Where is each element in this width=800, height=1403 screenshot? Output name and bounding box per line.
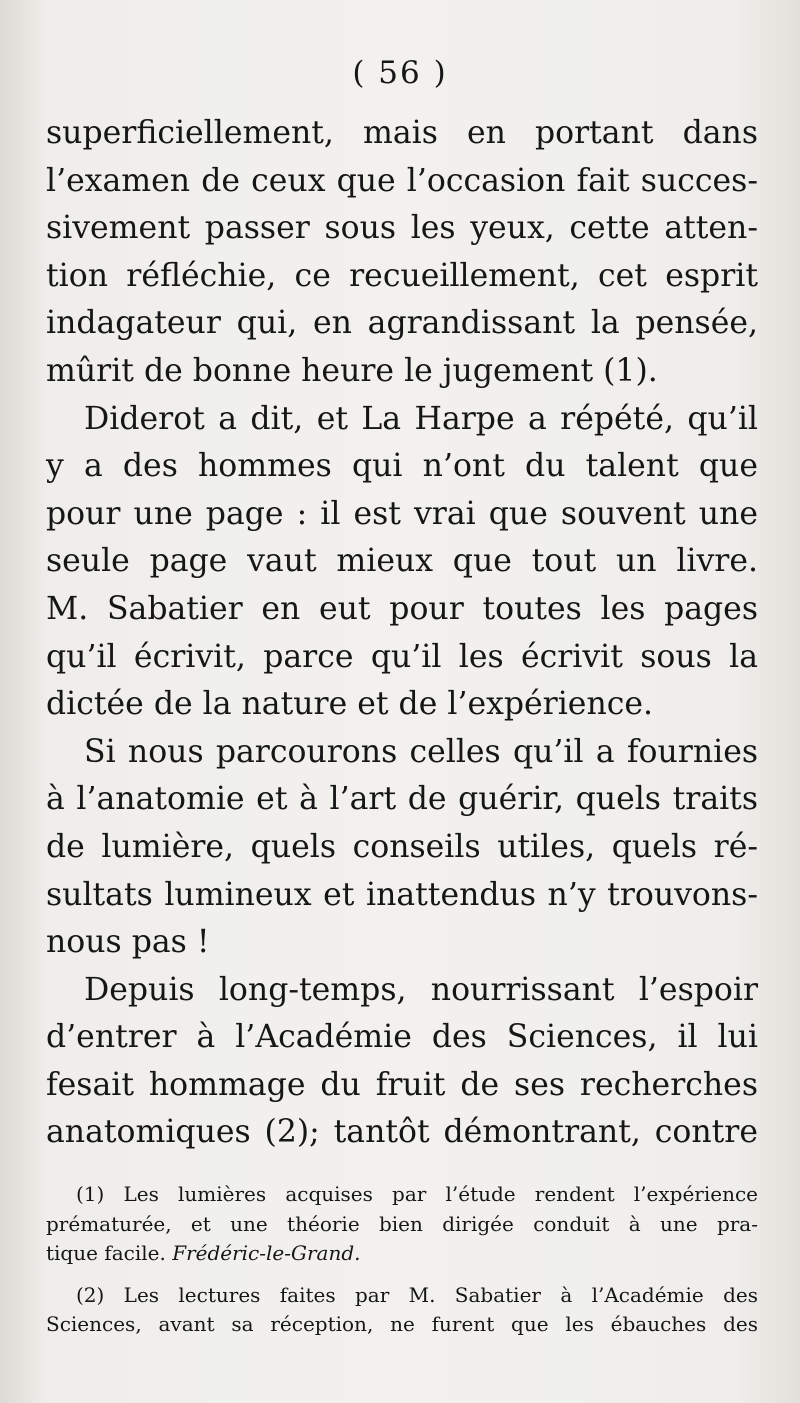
footnote-1-line: prématurée, et une théorie bien dirigée conduit à une pra- bbox=[46, 1211, 758, 1236]
footnote-2-line: (2) Les lectures faites par M. Sabatier à l’Académie des bbox=[76, 1282, 758, 1307]
text-line: Diderot a dit, et La Harpe a répété, qu’il bbox=[84, 400, 758, 437]
text-line: nous pas ! bbox=[46, 924, 210, 961]
text-line: d’entrer à l’Académie des Sciences, il lui bbox=[46, 1019, 758, 1056]
text-line: Si nous parcourons celles qu’il a fournies bbox=[84, 733, 758, 770]
footnote-1-attribution: Frédéric-le-Grand. bbox=[172, 1241, 361, 1265]
text-line: l’examen de ceux que l’occasion fait succes- bbox=[46, 162, 758, 199]
text-line: de lumière, quels conseils utiles, quels ré- bbox=[46, 828, 758, 865]
main-text bbox=[46, 110, 758, 1157]
footnotes bbox=[46, 1180, 758, 1340]
footnote-2-line: Sciences, avant sa réception, ne furent que les ébauches des bbox=[46, 1312, 758, 1336]
text-line: fesait hommage du fruit de ses recherches bbox=[46, 1066, 758, 1103]
text-line: sultats lumineux et inattendus n’y trouvons- bbox=[46, 876, 758, 913]
footnote-1-line: (1) Les lumières acquises par l’étude rendent l’expérience bbox=[76, 1182, 758, 1206]
text-line: anatomiques (2); tantôt démontrant, contre bbox=[46, 1114, 758, 1151]
text-line: indagateur qui, en agrandissant la pensée, bbox=[46, 305, 758, 342]
text-line: superficiellement, mais en portant dans bbox=[46, 115, 758, 151]
text-line: y a des hommes qui n’ont du talent que bbox=[46, 448, 758, 485]
text-line: Depuis long-temps, nourrissant l’espoir bbox=[84, 971, 758, 1008]
text-line: à l’anatomie et à l’art de guérir, quels traits bbox=[46, 781, 758, 818]
text-line: qu’il écrivit, parce qu’il les écrivit sous la bbox=[46, 638, 758, 675]
text-line: dictée de la nature et de l’expérience. bbox=[46, 686, 654, 723]
text-line: sivement passer sous les yeux, cette atten- bbox=[46, 210, 758, 247]
text-line: mûrit de bonne heure le jugement (1). bbox=[46, 352, 658, 389]
text-line: pour une page : il est vrai que souvent une bbox=[46, 495, 758, 532]
text-line: M. Sabatier en eut pour toutes les pages bbox=[46, 590, 758, 627]
footnote-1-line bbox=[46, 1239, 758, 1269]
page-number: ( 56 ) bbox=[352, 55, 448, 91]
text-line: tion réfléchie, ce recueillement, cet esprit bbox=[46, 257, 758, 294]
text-line: seule page vaut mieux que tout un livre. bbox=[46, 543, 758, 580]
footnote-1-text: tique facile. bbox=[46, 1241, 166, 1265]
